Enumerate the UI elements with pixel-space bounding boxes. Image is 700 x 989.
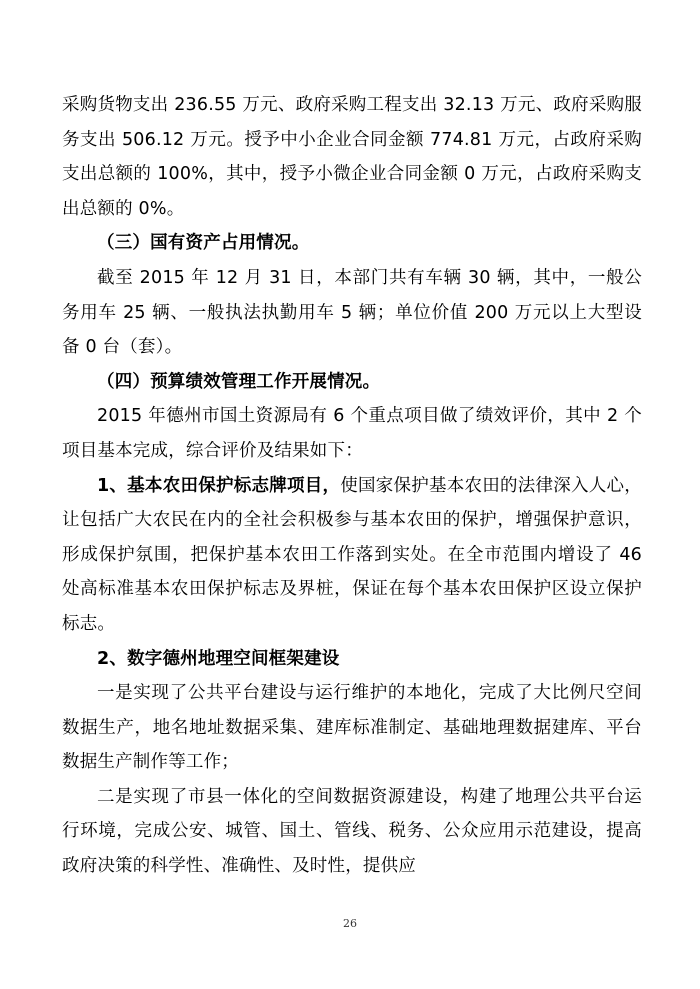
farmland-signs-lead: 1、基本农田保护标志牌项目， [97,475,341,496]
heading-digital-dezhou: 2、数字德州地理空间框架建设 [97,648,340,669]
paragraph-vehicles: 截至 2015 年 12 月 31 日，本部门共有车辆 30 辆，其中，一般公务用车 25 辆、一般执法执勤用车 5 辆；单位价值 200 万元以上大型设备 0 台（套）。 [62,267,642,358]
paragraph-integration: 二是实现了市县一体化的空间数据资源建设，构建了地理公共平台运行环境，完成公安、城管、国土、管线、税务、公众应用示范建设，提高政府决策的科学性、准确性、及时性，提供应 [62,786,642,877]
paragraph-farmland-signs [62,469,642,642]
paragraph-performance-summary: 2015 年德州市国土资源局有 6 个重点项目做了绩效评价，其中 2 个项目基本完成，综合评价及结果如下： [62,406,642,461]
farmland-signs-text: 使国家保护基本农田的法律深入人心，让包括广大农民在内的全社会积极参与基本农田的保护，增强保护意识，形成保护氛围，把保护基本农田工作落到实处。在全市范围内增设了 46 处高标准基本农田保护标志及界桩，保证在每个基本农田保护区设立保护标志。 [62,475,642,634]
document-body [62,88,642,884]
paragraph-procurement: 采购货物支出 236.55 万元、政府采购工程支出 32.13 万元、政府采购服务支出 506.12 万元。授予中小企业合同金额 774.81 万元，占政府采购支出总额的 100%，其中，授予小微企业合同金额 0 万元，占政府采购支出总额的 0%。 [62,95,642,219]
heading-performance-management: （四）预算绩效管理工作开展情况。 [97,371,381,392]
paragraph-localization: 一是实现了公共平台建设与运行维护的本地化，完成了大比例尺空间数据生产，地名地址数据采集、建库标准制定、基础地理数据建库、平台数据生产制作等工作； [62,683,642,773]
page-number: 26 [343,917,357,930]
heading-state-assets: （三）国有资产占用情况。 [97,233,310,254]
